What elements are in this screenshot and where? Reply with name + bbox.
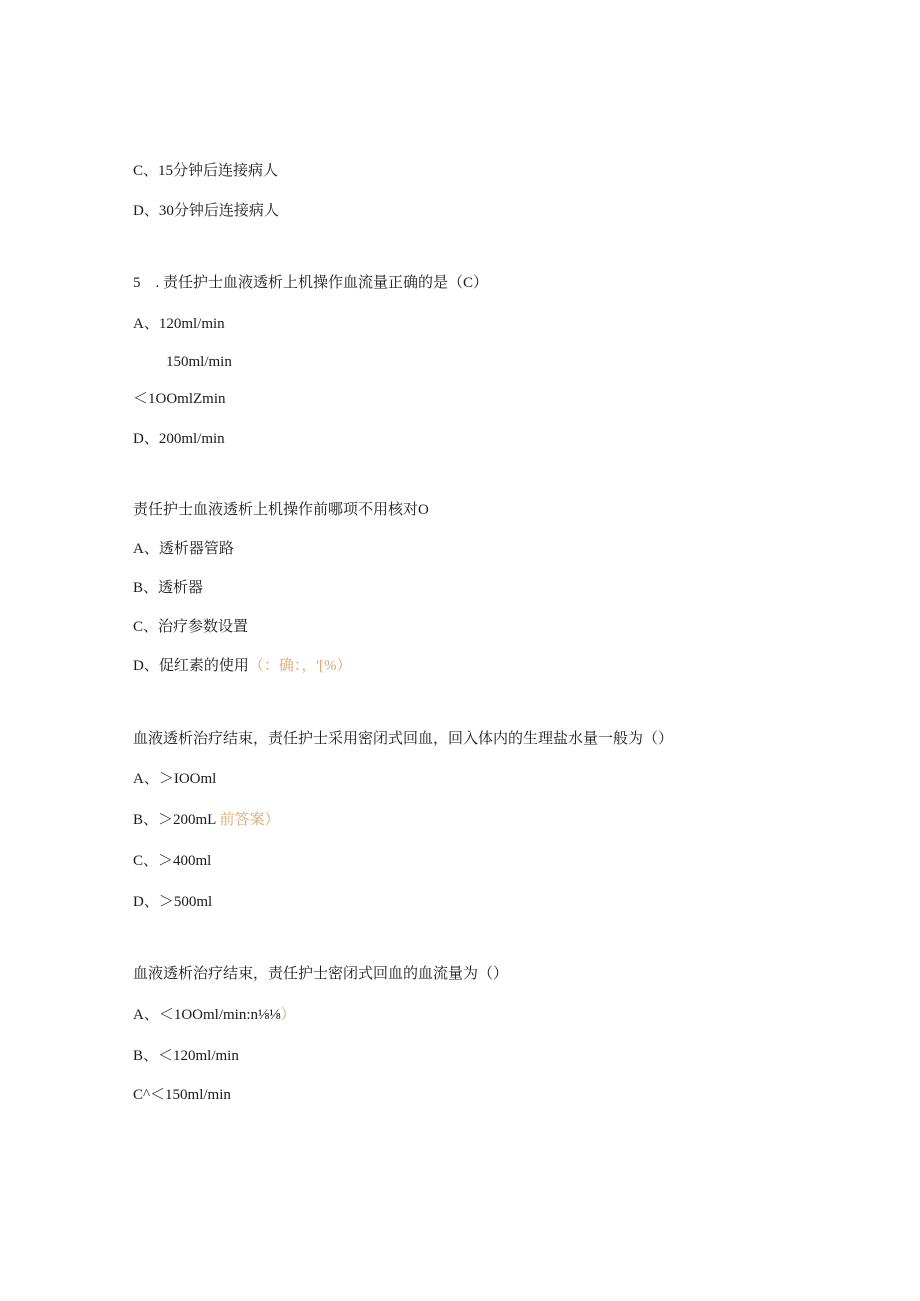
faint-annotation: 前答案） — [215, 812, 280, 828]
option-b-150: 150ml/min — [166, 354, 232, 370]
option-c-parameters: C、治疗参数设置 — [133, 619, 249, 635]
option-d-30min: D、30分钟后连接病人 — [133, 203, 279, 219]
question-7: 血液透析治疗结束，责任护士采用密闭式回血，回入体内的生理盐水量一般为（） — [133, 731, 674, 747]
option-d-500ml: D、＞500ml — [133, 894, 213, 910]
option-c-100: ＜1OOmlZmin — [133, 391, 226, 407]
option-a-120: A、120ml/min — [133, 316, 225, 332]
option-text: B、＞200mL — [133, 812, 216, 828]
question-5: 5 . 责任护士血液透析上机操作血流量正确的是（C） — [133, 275, 489, 291]
option-b-200ml — [133, 810, 280, 830]
option-d-epo — [133, 656, 352, 676]
option-text: D、促红素的使用 — [133, 658, 249, 674]
option-c-400ml: C、＞400ml — [133, 853, 212, 869]
option-a-100ml: A、＞IOOml — [133, 771, 217, 787]
option-c-15min: C、15分钟后连接病人 — [133, 163, 279, 179]
option-a-tubing: A、透析器管路 — [133, 541, 234, 557]
option-b-dialyzer: B、透析器 — [133, 580, 204, 596]
option-d-200: D、200ml/min — [133, 431, 225, 447]
option-b-120min: B、＜120ml/min — [133, 1048, 239, 1064]
question-6: 责任护士血液透析上机操作前哪项不用核对O — [133, 502, 429, 518]
question-8: 血液透析治疗结束，责任护士密闭式回血的血流量为（） — [133, 966, 509, 982]
faint-annotation: （：确：，'[%） — [248, 658, 352, 674]
faint-annotation: ） — [280, 1007, 296, 1023]
option-text: A、＜1OOml/min:n⅛⅛ — [133, 1007, 281, 1023]
option-a-100min — [133, 1005, 296, 1025]
option-c-150min: C^＜150ml/min — [133, 1087, 231, 1103]
